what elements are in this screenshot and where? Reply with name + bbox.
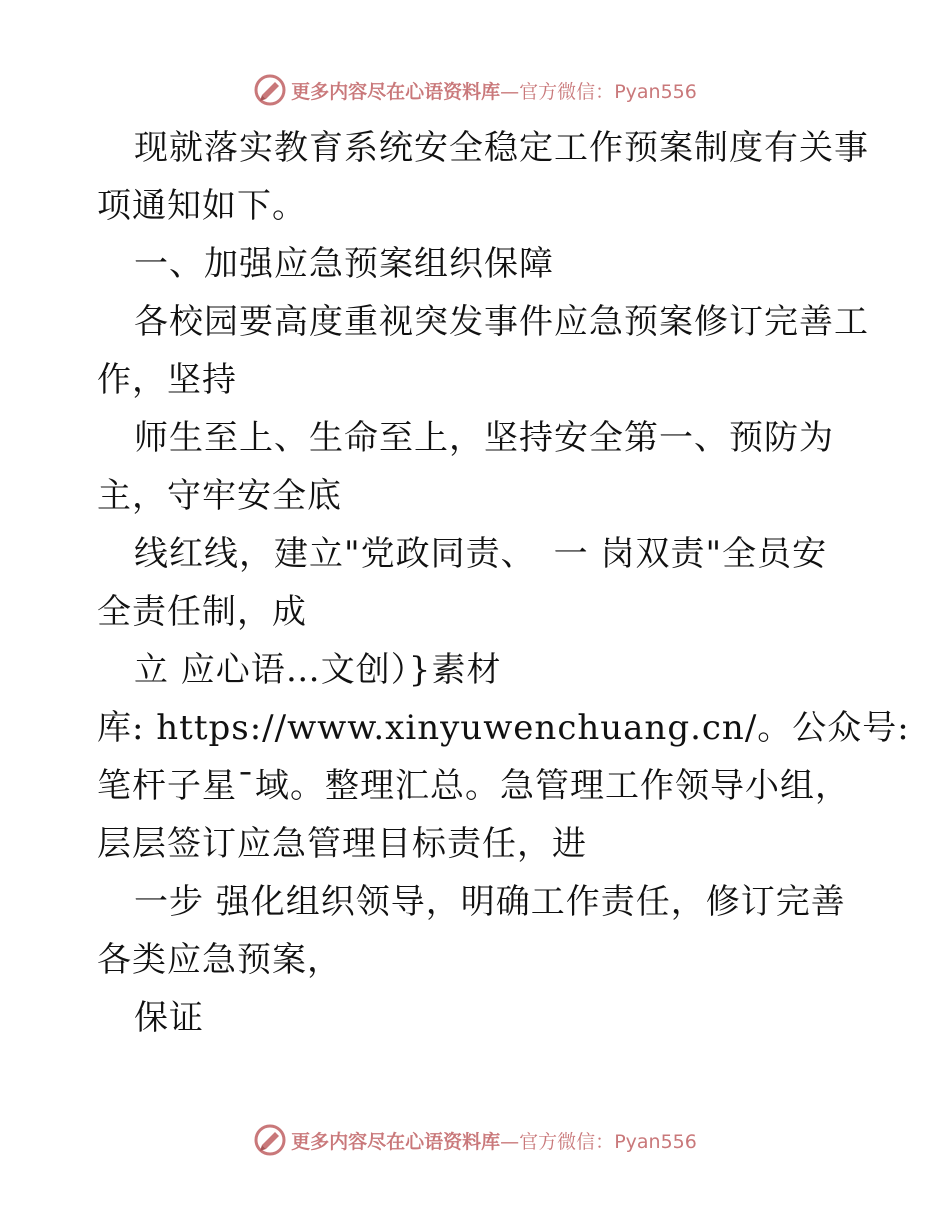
paragraph-line: 线红线，建立"党政同责、 一 岗双责"全员安	[134, 534, 828, 574]
banner-title: 更多内容尽在心语资料库	[291, 80, 501, 103]
paragraph-line: 全责任制，成	[97, 592, 307, 632]
paragraph-line: 笔杆子星¯域。整理汇总。急管理工作领导小组，	[97, 766, 850, 806]
banner-separator: —	[500, 80, 520, 103]
paragraph-line: 保证	[134, 998, 204, 1038]
paragraph-line: 项通知如下。	[97, 186, 307, 226]
footer-banner	[0, 1120, 950, 1160]
footer-banner-text	[291, 1127, 697, 1154]
brand-logo-icon	[253, 1123, 287, 1157]
header-banner	[0, 70, 950, 110]
paragraph-line: 层层签订应急管理目标责任，进	[97, 824, 587, 864]
paragraph-line: 现就落实教育系统安全稳定工作预案制度有关事	[134, 128, 869, 168]
section-heading: 一、加强应急预案组织保障	[134, 244, 554, 284]
brand-logo-icon	[253, 73, 287, 107]
paragraph-line: 主，守牢安全底	[97, 476, 342, 516]
paragraph-line: 师生至上、生命至上，坚持安全第一、预防为	[134, 418, 834, 458]
paragraph-line: 各校园要高度重视突发事件应急预案修订完善工	[134, 302, 869, 342]
paragraph-line: 各类应急预案，	[97, 940, 342, 980]
banner-title: 更多内容尽在心语资料库	[291, 1130, 501, 1153]
banner-separator: —	[500, 1130, 520, 1153]
paragraph-line: 一步 强化组织领导，明确工作责任，修订完善	[134, 882, 846, 922]
banner-wechat-id: Pyan556	[614, 80, 697, 103]
paragraph-line: 作，坚持	[97, 360, 237, 400]
paragraph-line: 立 应心语…文创）}素材	[134, 650, 502, 690]
banner-wechat-label: 官方微信：	[519, 80, 615, 103]
banner-wechat-id: Pyan556	[614, 1130, 697, 1153]
banner-wechat-label: 官方微信：	[519, 1130, 615, 1153]
header-banner-text	[291, 77, 697, 104]
paragraph-line: 库: https://www.xinyuwenchuang.cn/。公众号:	[97, 708, 910, 748]
